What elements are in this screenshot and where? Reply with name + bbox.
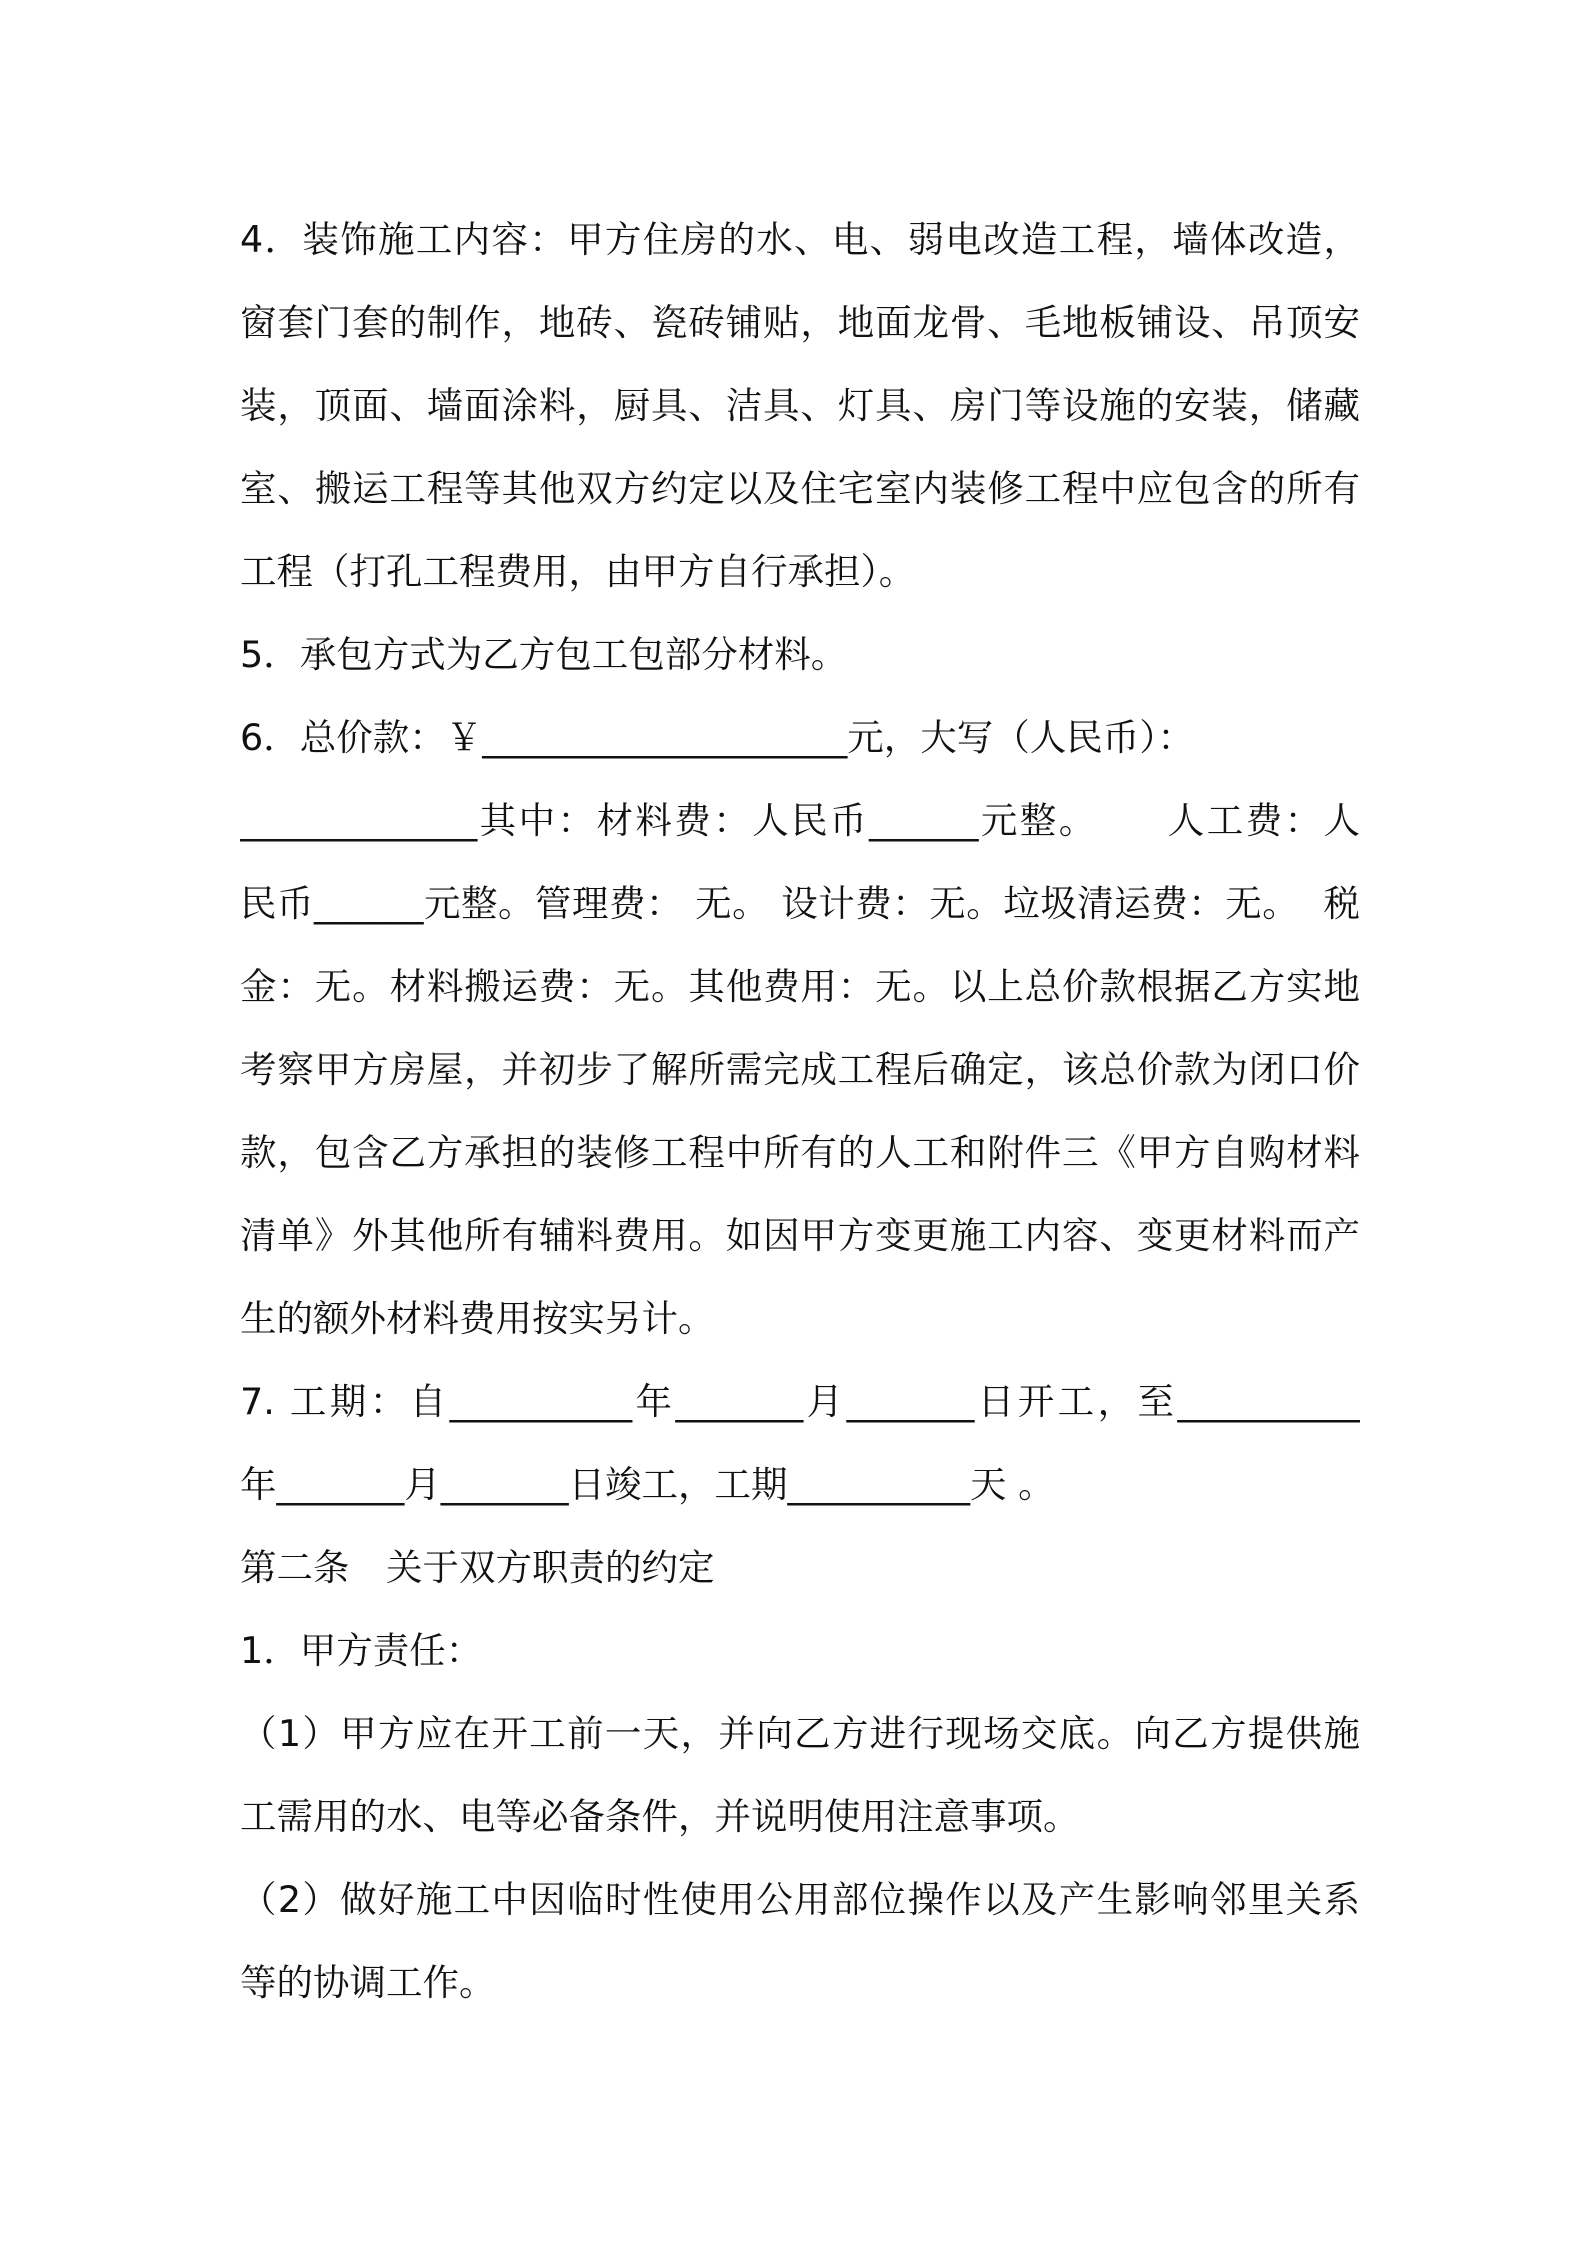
text-line: 年_______月_______日竣工，工期__________天 。 [240, 1463, 1055, 1506]
text-line: 等的协调工作。 [240, 1961, 496, 2004]
text-line: _____________其中：材料费：人民币______元整。 人工费：人 [240, 799, 1360, 842]
text-line: 工程（打孔工程费用，由甲方自行承担）。 [240, 550, 916, 593]
text-line: 装，顶面、墙面涂料，厨具、洁具、灯具、房门等设施的安装，储藏 [240, 384, 1360, 427]
text-line: 7. 工期：自__________年_______月_______日开工，至__________ [240, 1380, 1360, 1423]
text-line: （2）做好施工中因临时性使用公用部位操作以及产生影响邻里关系 [240, 1878, 1360, 1921]
text-line: 室、搬运工程等其他双方约定以及住宅室内装修工程中应包含的所有 [240, 467, 1360, 510]
section-heading: 第二条 关于双方职责的约定 [240, 1546, 715, 1589]
text-line: 民币______元整。管理费： 无。 设计费：无。垃圾清运费：无。 税 [240, 882, 1360, 925]
text-line: 考察甲方房屋，并初步了解所需完成工程后确定，该总价款为闭口价 [240, 1048, 1360, 1091]
text-line: 款，包含乙方承担的装修工程中所有的人工和附件三《甲方自购材料 [240, 1131, 1360, 1174]
text-line: 清单》外其他所有辅料费用。如因甲方变更施工内容、变更材料而产 [240, 1214, 1360, 1257]
text-line: 6．总价款：￥____________________元，大写（人民币）： [240, 716, 1194, 759]
contract-body [240, 198, 1360, 2024]
text-line: （1）甲方应在开工前一天，并向乙方进行现场交底。向乙方提供施 [240, 1712, 1360, 1755]
text-line: 1．甲方责任： [240, 1629, 483, 1672]
text-line: 生的额外材料费用按实另计。 [240, 1297, 715, 1340]
text-line: 4．装饰施工内容：甲方住房的水、电、弱电改造工程，墙体改造， [240, 218, 1360, 261]
text-line: 5．承包方式为乙方包工包部分材料。 [240, 633, 848, 676]
text-line: 金：无。材料搬运费：无。其他费用：无。以上总价款根据乙方实地 [240, 965, 1360, 1008]
text-line: 窗套门套的制作，地砖、瓷砖铺贴，地面龙骨、毛地板铺设、吊顶安 [240, 301, 1360, 344]
text-line: 工需用的水、电等必备条件，并说明使用注意事项。 [240, 1795, 1080, 1838]
